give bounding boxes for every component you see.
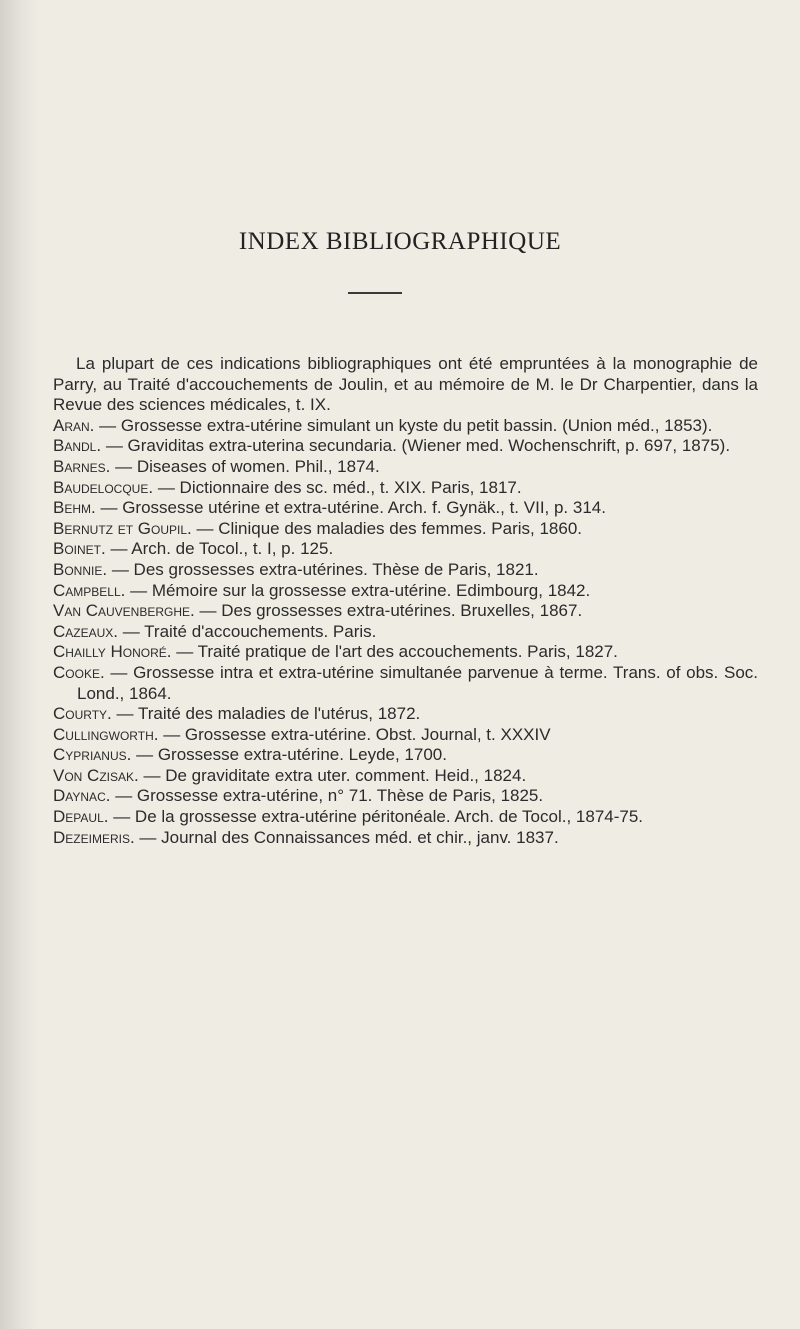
bibliography-entry [53, 498, 758, 519]
bibliography-entry [53, 786, 758, 807]
bibliography-body [53, 354, 758, 848]
bibliography-entry [53, 704, 758, 725]
entry-author: Behm. [53, 498, 96, 518]
entry-reference: — Grossesse utérine et extra-utérine. Arch. f. Gynäk., t. VII, p. 314. [100, 498, 606, 518]
entry-author: Baudelocque. [53, 477, 154, 497]
bibliography-entry [53, 622, 758, 643]
bibliography-entry [53, 519, 758, 540]
bibliography-list [53, 416, 758, 848]
bibliography-entry [53, 766, 758, 787]
entry-author: Dezeimeris. [53, 827, 135, 847]
entry-author: Cyprianus. [53, 745, 132, 765]
entry-author: Campbell. [53, 580, 126, 600]
entry-reference: — Arch. de Tocol., t. I, p. 125. [110, 539, 334, 559]
bibliography-entry [53, 478, 758, 499]
page-title: INDEX BIBLIOGRAPHIQUE [238, 228, 562, 255]
entry-reference: — Des grossesses extra-utérines. Bruxelles, 1867. [199, 601, 583, 621]
bibliography-entry [53, 457, 758, 478]
entry-reference: — Grossesse extra-utérine, n° 71. Thèse de Paris, 1825. [115, 786, 544, 806]
entry-author: Bandl. [53, 436, 102, 456]
entry-author: Boinet. [53, 539, 106, 559]
bibliography-entry [53, 581, 758, 602]
entry-author: Cazeaux. [53, 621, 119, 641]
entry-author: Depaul. [53, 807, 109, 827]
entry-reference: — Grossesse extra-utérine. Obst. Journal, t. XXXIV [163, 724, 551, 744]
entry-reference: — Traité des maladies de l'utérus, 1872. [116, 704, 421, 724]
entry-reference: — Grossesse extra-utérine simulant un kyste du petit bassin. (Union méd., 1853). [99, 415, 713, 435]
bibliography-entry [53, 539, 758, 560]
entry-author: Von Czisak. [53, 765, 139, 785]
bibliography-entry [53, 663, 758, 704]
bibliography-entry [53, 807, 758, 828]
title-divider [348, 292, 402, 294]
intro-paragraph: La plupart de ces indications bibliographiques ont été empruntées à la monographie de Parry, au Traité d'accouchements de Joulin, et au mémoire de M. le Dr Charpentier, dans la Revue des sciences médicales, t. IX. [53, 354, 758, 415]
entry-author: Bernutz et Goupil. [53, 518, 192, 538]
entry-reference: — Des grossesses extra-utérines. Thèse de Paris, 1821. [111, 559, 539, 579]
bibliography-entry [53, 436, 758, 457]
entry-author: Daynac. [53, 786, 111, 806]
bibliography-entry [53, 828, 758, 849]
entry-author: Van Cauvenberghe. [53, 601, 195, 621]
bibliography-entry [53, 745, 758, 766]
bibliography-entry [53, 601, 758, 622]
entry-reference: — Diseases of women. Phil., 1874. [115, 456, 380, 476]
page-binding-edge [0, 0, 38, 1329]
entry-reference: — De graviditate extra uter. comment. Heid., 1824. [143, 765, 527, 785]
entry-author: Aran. [53, 415, 95, 435]
entry-reference: — Grossesse intra et extra-utérine simultanée parvenue à terme. Trans. of obs. Soc. Lond., 1864. [77, 662, 758, 703]
entry-reference: — Traité pratique de l'art des accouchements. Paris, 1827. [176, 642, 618, 662]
entry-reference: — Mémoire sur la grossesse extra-utérine. Edimbourg, 1842. [130, 580, 591, 600]
bibliography-entry [53, 416, 758, 437]
entry-author: Barnes. [53, 456, 111, 476]
entry-author: Cooke. [53, 662, 105, 682]
entry-author: Chailly Honoré. [53, 642, 172, 662]
bibliography-entry [53, 725, 758, 746]
entry-reference: — Graviditas extra-uterina secundaria. (Wiener med. Wochenschrift, p. 697, 1875). [105, 436, 731, 456]
bibliography-entry [53, 560, 758, 581]
entry-author: Courty. [53, 704, 112, 724]
entry-reference: — Clinique des maladies des femmes. Paris, 1860. [196, 518, 582, 538]
entry-reference: — Dictionnaire des sc. méd., t. XIX. Paris, 1817. [157, 477, 522, 497]
entry-reference: — Grossesse extra-utérine. Leyde, 1700. [136, 745, 447, 765]
entry-reference: — Traité d'accouchements. Paris. [122, 621, 377, 641]
bibliography-entry [53, 642, 758, 663]
entry-reference: — Journal des Connaissances méd. et chir., janv. 1837. [139, 827, 559, 847]
entry-author: Bonnie. [53, 559, 108, 579]
entry-reference: — De la grossesse extra-utérine péritonéale. Arch. de Tocol., 1874-75. [113, 807, 644, 827]
entry-author: Cullingworth. [53, 724, 159, 744]
